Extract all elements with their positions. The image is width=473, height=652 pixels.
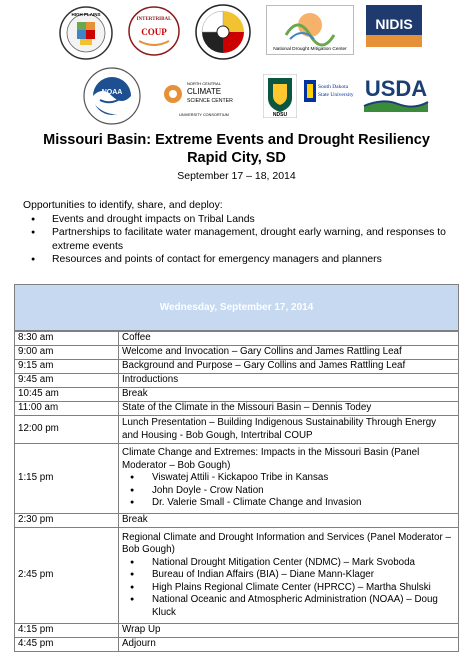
panel-list: [122, 472, 455, 509]
time-cell: 2:45 pm: [15, 528, 119, 624]
time-cell: 12:00 pm: [15, 416, 119, 444]
list-item: ● National Drought Mitigation Center (NDMC) – Mark Svoboda: [128, 557, 455, 569]
intro-bullet: ● Events and drought impacts on Tribal Lands: [30, 213, 463, 227]
document-dates: September 17 – 18, 2014: [177, 170, 296, 182]
document-location: Rapid City, SD: [187, 150, 286, 166]
day-header: Wednesday, September 17, 2014: [14, 284, 459, 331]
list-item: ● John Doyle - Crow Nation: [128, 485, 455, 497]
item-cell: Wrap Up: [119, 624, 459, 638]
svg-text:HIGH PLAINS: HIGH PLAINS: [71, 12, 101, 17]
time-cell: 9:45 am: [15, 374, 119, 388]
nidis-logo: [366, 5, 422, 47]
item-text: Climate Change and Extremes: Impacts in the Missouri Basin (Panel Moderator – Bob Gough): [122, 447, 420, 471]
sdsu-logo: [300, 72, 354, 116]
svg-text:NIDIS: NIDIS: [375, 16, 413, 32]
title-block: [0, 131, 473, 184]
item-cell: [119, 444, 459, 514]
kiksapa-consulting-logo: [194, 3, 252, 61]
svg-text:INTERTRIBAL: INTERTRIBAL: [136, 17, 172, 22]
svg-text:NOAA: NOAA: [101, 89, 123, 96]
time-cell: 1:15 pm: [15, 444, 119, 514]
table-row: [15, 360, 459, 374]
svg-text:USDA: USDA: [364, 76, 428, 101]
svg-text:NORTH CENTRAL: NORTH CENTRAL: [187, 81, 221, 86]
time-cell: 8:30 am: [15, 332, 119, 346]
svg-text:South Dakota: South Dakota: [318, 84, 349, 90]
item-cell: Lunch Presentation – Building Indigenous Sustainability Through Energy and Housing - Bob Gough, Intertribal COUP: [119, 416, 459, 444]
noaa-logo: [82, 66, 142, 126]
high-plains-regional-climate-center-logo: [58, 5, 114, 61]
time-cell: 2:30 pm: [15, 514, 119, 528]
table-row: [15, 388, 459, 402]
svg-text:UNIVERSITY CONSORTIUM: UNIVERSITY CONSORTIUM: [179, 113, 229, 117]
ndmc-logo: [266, 5, 354, 55]
item-cell: Break: [119, 388, 459, 402]
table-row: [15, 416, 459, 444]
list-item: ● National Oceanic and Atmospheric Administration (NOAA) – Doug Kluck: [128, 594, 455, 619]
time-cell: 4:45 pm: [15, 638, 119, 652]
intertribal-coup-logo: [127, 5, 181, 57]
time-cell: 9:00 am: [15, 346, 119, 360]
item-cell: Welcome and Invocation – Gary Collins and James Rattling Leaf: [119, 346, 459, 360]
table-row: [15, 374, 459, 388]
item-cell: Adjourn: [119, 638, 459, 652]
usda-logo: [358, 68, 434, 120]
document-title: Missouri Basin: Extreme Events and Drought Resiliency: [43, 132, 430, 148]
table-row: [15, 624, 459, 638]
table-row: [15, 638, 459, 652]
ndsu-logo: [263, 74, 297, 118]
table-row: [15, 444, 459, 514]
intro-bullet: ● Partnerships to facilitate water management, drought early warning, and responses to extreme events: [30, 226, 463, 253]
intro-text: Opportunities to identify, share, and deploy:: [23, 200, 223, 211]
item-cell: Introductions: [119, 374, 459, 388]
svg-text:National Drought Mitigation Ce: National Drought Mitigation Center: [273, 47, 347, 52]
intro-bullet-list: [23, 213, 463, 267]
panel-list: [122, 557, 455, 619]
schedule-table: [14, 331, 459, 652]
svg-text:State University: State University: [318, 92, 354, 98]
time-cell: 10:45 am: [15, 388, 119, 402]
list-item: ● Viswatej Attili - Kickapoo Tribe in Kansas: [128, 472, 455, 484]
table-row: [15, 528, 459, 624]
nc-climate-science-center-logo: [159, 72, 249, 122]
list-item: ● High Plains Regional Climate Center (HPRCC) – Martha Shulski: [128, 582, 455, 594]
list-item: ● Dr. Valerie Small - Climate Change and Invasion: [128, 497, 455, 509]
svg-text:SCIENCE CENTER: SCIENCE CENTER: [187, 98, 233, 104]
item-cell: Coffee: [119, 332, 459, 346]
item-cell: Background and Purpose – Gary Collins and James Rattling Leaf: [119, 360, 459, 374]
table-row: [15, 402, 459, 416]
list-item: ● Bureau of Indian Affairs (BIA) – Diane Mann-Klager: [128, 569, 455, 581]
table-row: [15, 514, 459, 528]
time-cell: 4:15 pm: [15, 624, 119, 638]
time-cell: 9:15 am: [15, 360, 119, 374]
item-cell: [119, 528, 459, 624]
svg-text:NDSU: NDSU: [272, 112, 288, 118]
item-text: Regional Climate and Drought Information and Services (Panel Moderator – Bob Gough): [122, 532, 451, 556]
time-cell: 11:00 am: [15, 402, 119, 416]
svg-text:CLIMATE: CLIMATE: [187, 87, 222, 96]
intro-section: [23, 199, 463, 267]
intro-bullet: ● Resources and points of contact for emergency managers and planners: [30, 253, 463, 267]
svg-text:COUP: COUP: [141, 27, 167, 37]
item-cell: Break: [119, 514, 459, 528]
item-cell: State of the Climate in the Missouri Basin – Dennis Todey: [119, 402, 459, 416]
table-row: [15, 332, 459, 346]
table-row: [15, 346, 459, 360]
